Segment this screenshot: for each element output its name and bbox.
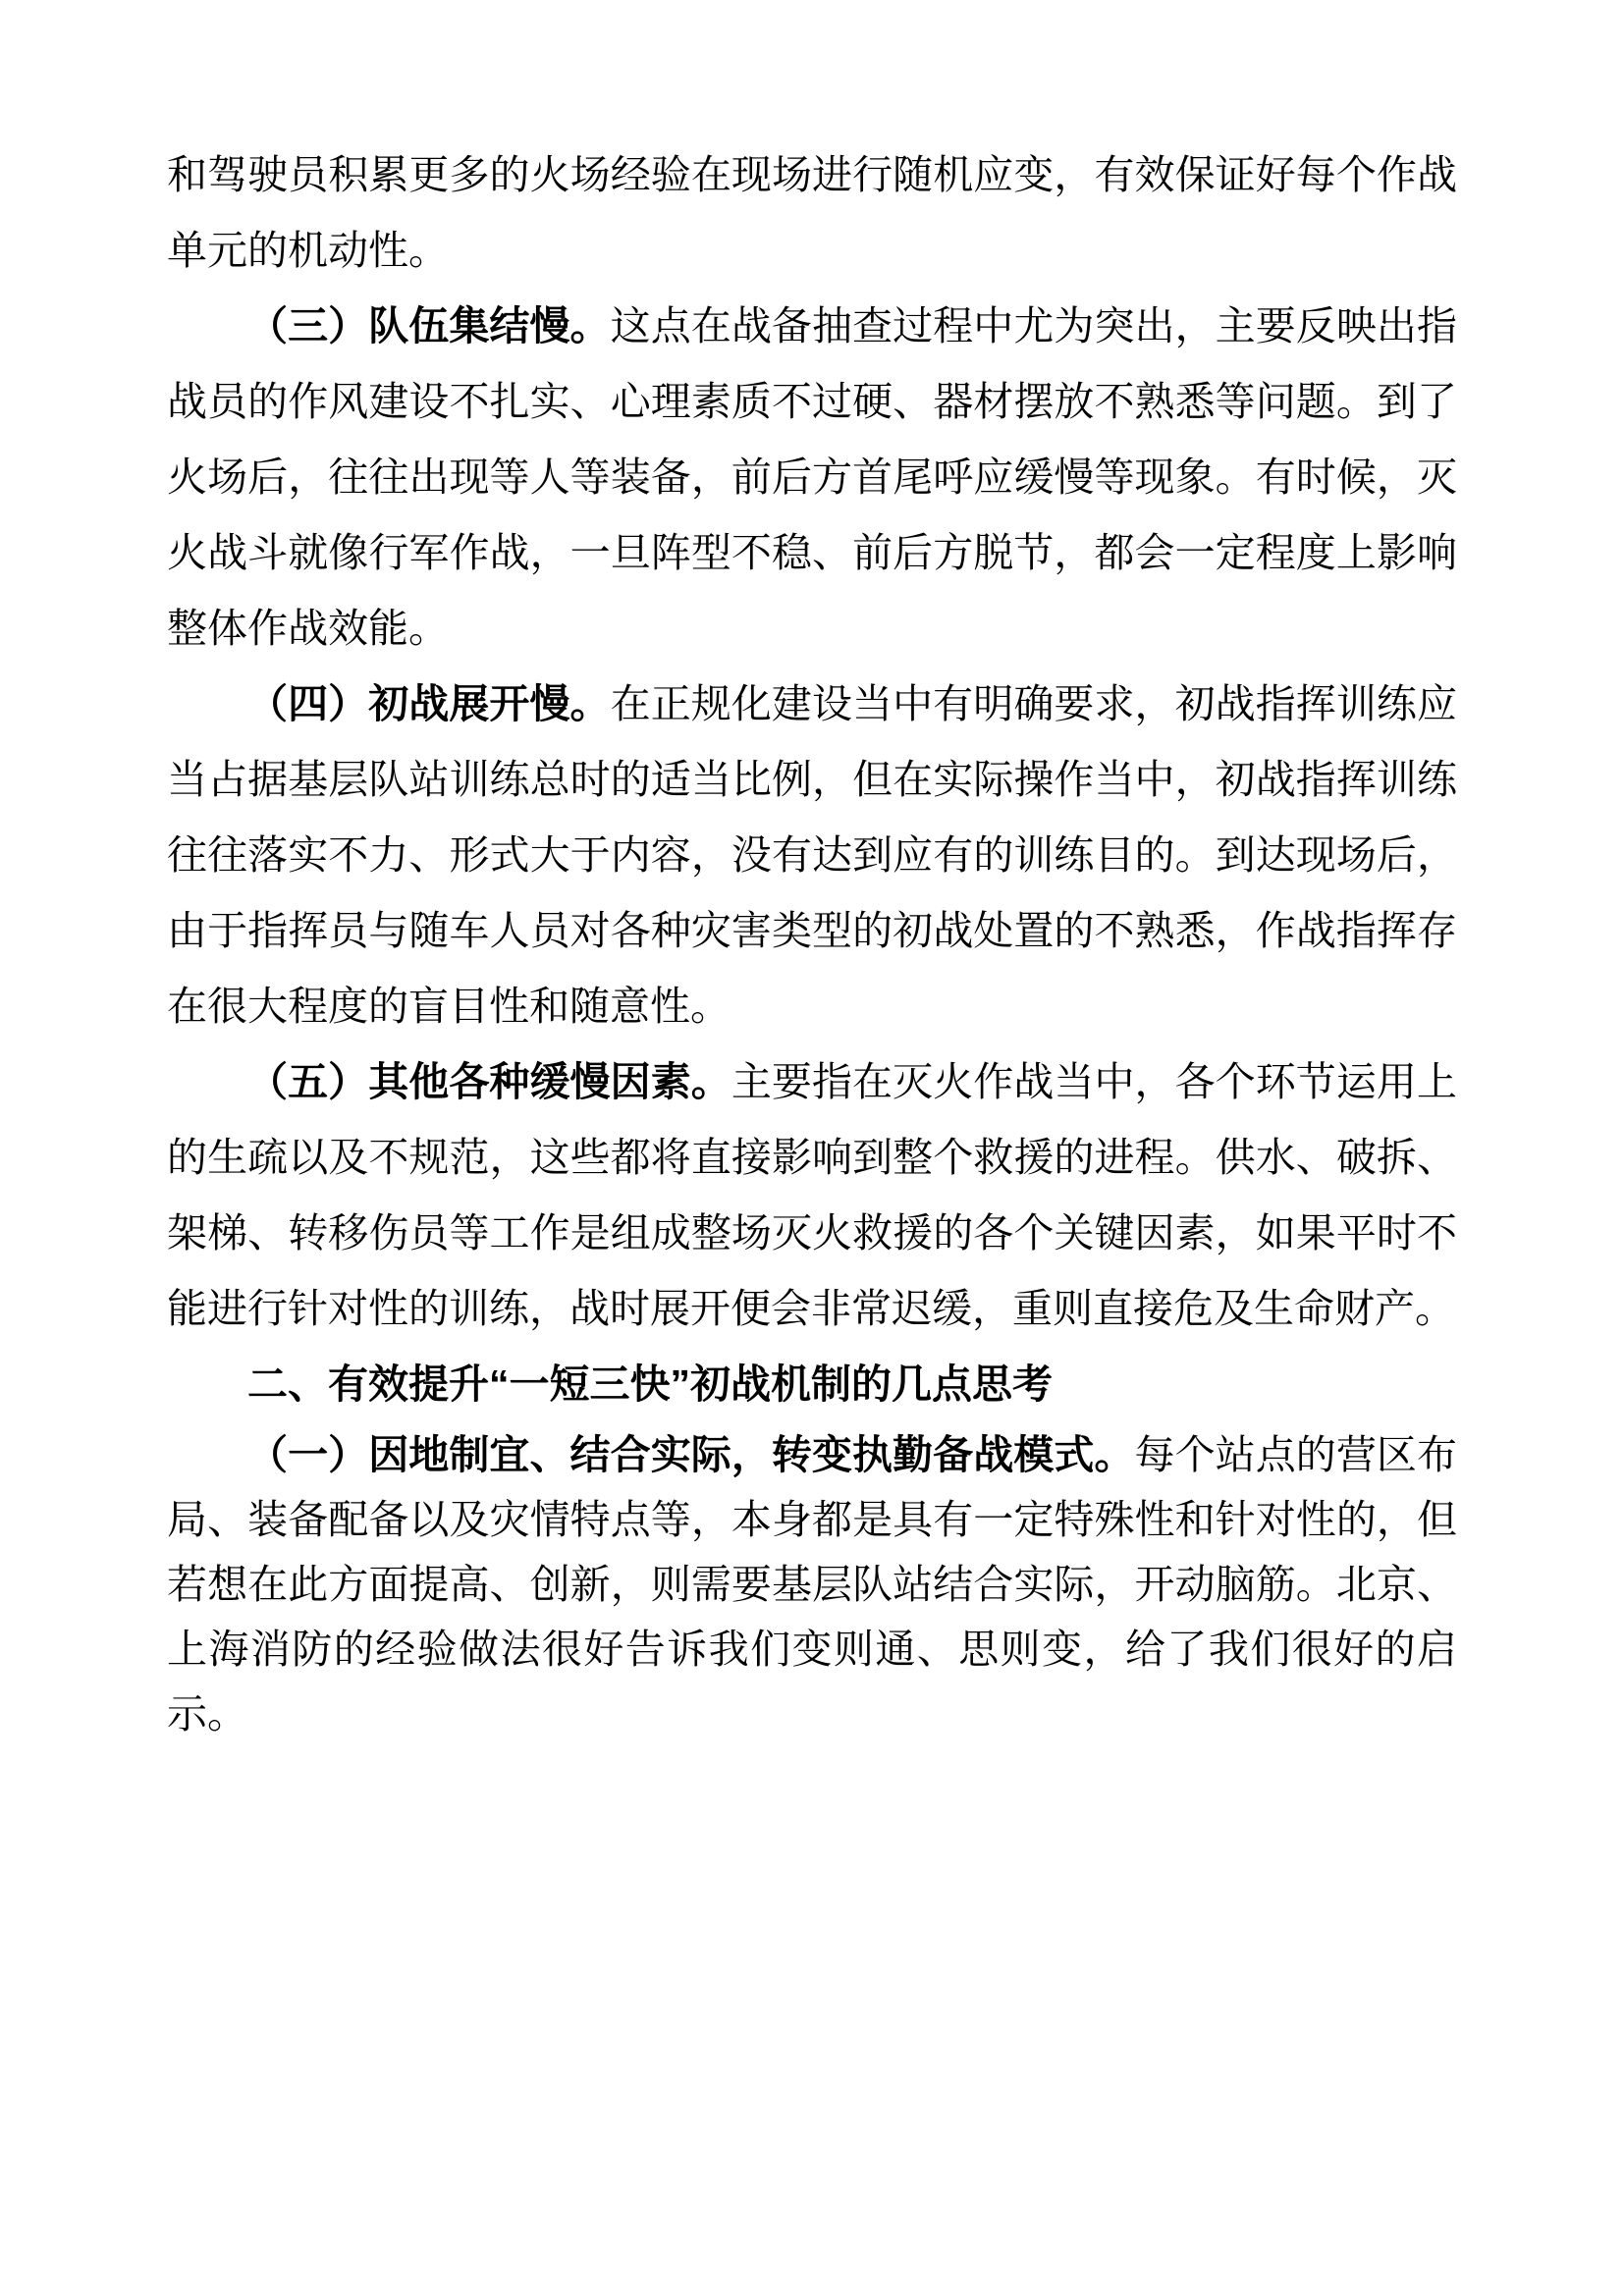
- paragraph-item-5: [167, 1044, 1457, 1347]
- paragraph-lead: （一）因地制宜、结合实际，转变执勤备战模式。: [247, 1432, 1135, 1477]
- paragraph-text: 和驾驶员积累更多的火场经验在现场进行随机应变，有效保证好每个作战单元的机动性。: [167, 152, 1457, 273]
- paragraph-item-1: [167, 1422, 1457, 1746]
- paragraph-continuation: [167, 137, 1457, 289]
- paragraph-lead: （五）其他各种缓慢因素。: [247, 1059, 731, 1104]
- paragraph-item-3: [167, 289, 1457, 667]
- paragraph-lead: （四）初战展开慢。: [247, 681, 611, 726]
- section-heading: 二、有效提升“一短三快”初战机制的几点思考: [247, 1362, 1053, 1407]
- paragraph-text: 这点在战备抽查过程中尤为突出，主要反映出指战员的作风建设不扎实、心理素质不过硬、器材摆放不熟悉等问题。到了火场后，往往出现等人等装备，前后方首尾呼应缓慢等现象。有时候，灭火战斗就像行军作战，一旦阵型不稳、前后方脱节，都会一定程度上影响整体作战效能。: [167, 303, 1458, 651]
- paragraph-lead: （三）队伍集结慢。: [247, 303, 611, 348]
- paragraph-text: 主要指在灭火作战当中，各个环节运用上的生疏以及不规范，这些都将直接影响到整个救援的进程。供水、破拆、架梯、转移伤员等工作是组成整场灭火救援的各个关键因素，如果平时不能进行针对性的训练，战时展开便会非常迟缓，重则直接危及生命财产。: [167, 1059, 1457, 1331]
- paragraph-text: 在正规化建设当中有明确要求，初战指挥训练应当占据基层队站训练总时的适当比例，但在实际操作当中，初战指挥训练往往落实不力、形式大于内容，没有达到应有的训练目的。到达现场后，由于指挥员与随车人员对各种灾害类型的初战处置的不熟悉，作战指挥存在很大程度的盲目性和随意性。: [167, 681, 1458, 1029]
- paragraph-item-4: [167, 667, 1457, 1044]
- paragraph-text: 每个站点的营区布局、装备配备以及灾情特点等，本身都是具有一定特殊性和针对性的，但若想在此方面提高、创新，则需要基层队站结合实际，开动脑筋。北京、上海消防的经验做法很好告诉我们变则通、思则变，给了我们很好的启示。: [167, 1432, 1457, 1736]
